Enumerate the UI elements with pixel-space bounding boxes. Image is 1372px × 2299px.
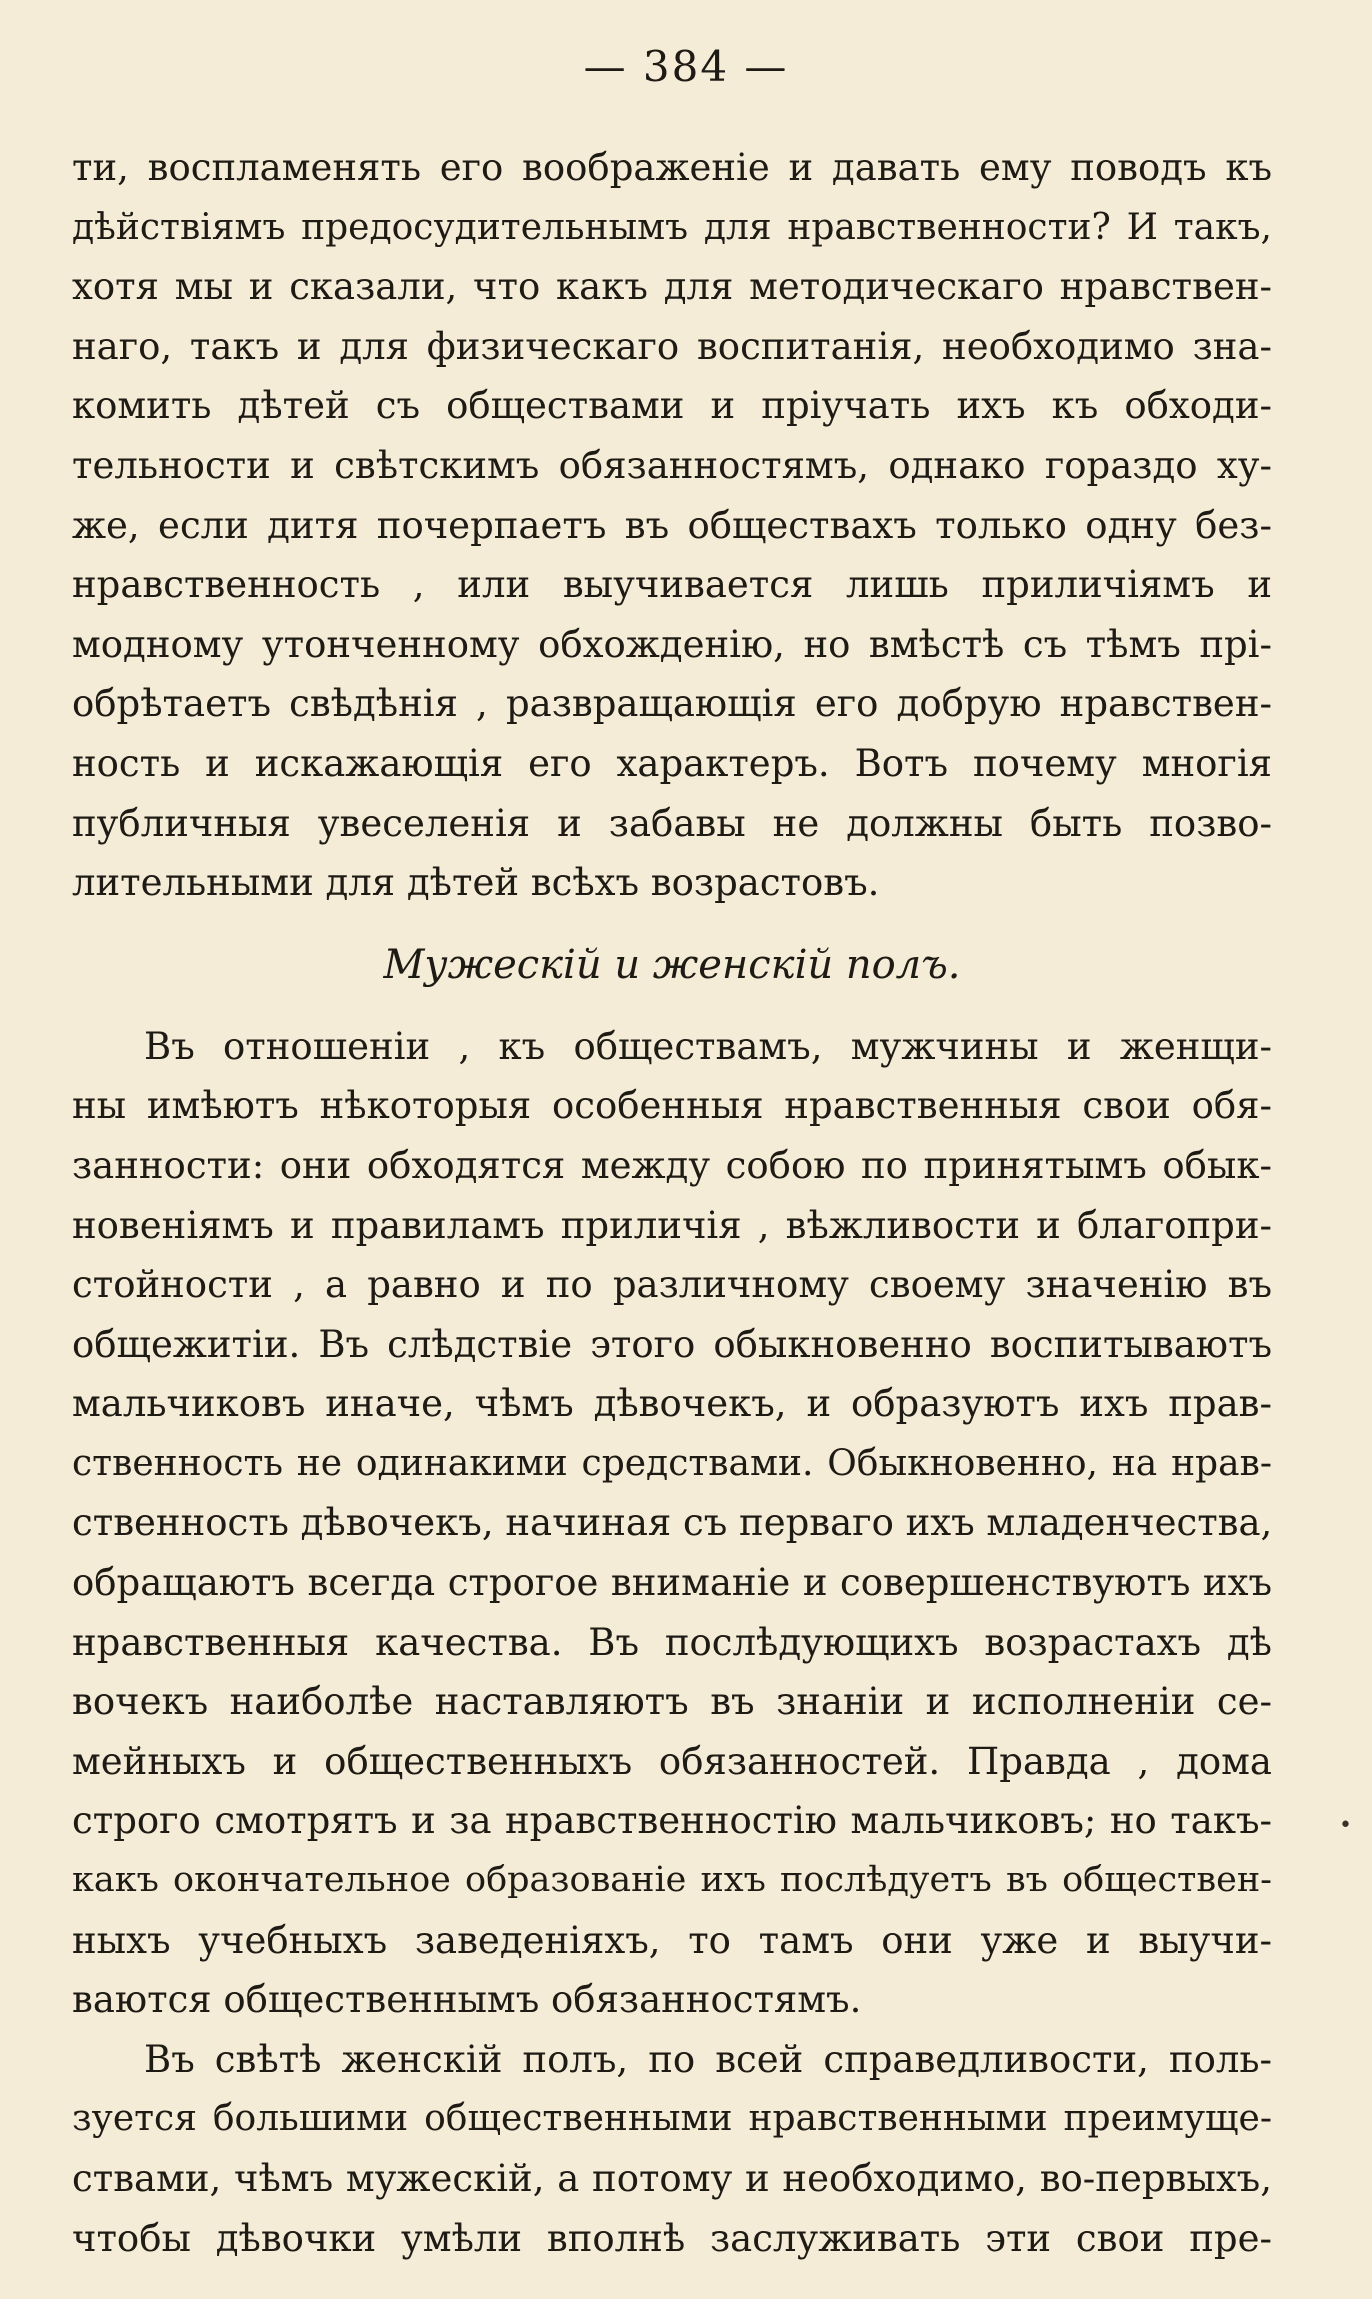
margin-dot: • (1339, 1813, 1352, 1838)
section-heading: Мужескій и женскій полъ. (383, 941, 961, 988)
text-line: ность и искажающія его характеръ. Вотъ почему многія (72, 741, 1272, 785)
text-line: Въ отношеніи , къ обществамъ, мужчины и женщи- (144, 1024, 1272, 1068)
text-line: ваются общественнымъ обязанностямъ. (72, 1978, 862, 2022)
text-line: обрѣтаетъ свѣдѣнія , развращающія его добрую нравствен- (72, 682, 1272, 726)
text-line: новеніямъ и правиламъ приличія , вѣжливости и благопри- (72, 1203, 1272, 1247)
paragraph-2 (72, 1017, 1272, 2030)
text-line: ственность дѣвочекъ, начиная съ перваго ихъ младенчества, (72, 1501, 1273, 1545)
page-number: — 384 — (583, 42, 789, 91)
text-line: чтобы дѣвочки умѣли вполнѣ заслуживать эти свои пре- (72, 2216, 1272, 2260)
text-line: вочекъ наиболѣе наставляютъ въ знаніи и исполненіи се- (72, 1680, 1272, 1724)
text-line: ныхъ учебныхъ заведеніяхъ, то тамъ они уже и выучи- (72, 1918, 1272, 1962)
page-body (72, 138, 1272, 2268)
text-line: нравственность , или выучивается лишь приличіямъ и (72, 563, 1272, 607)
text-line: дѣйствіямъ предосудительнымъ для нравственности? И такъ, (72, 206, 1272, 248)
text-line: какъ окончательное образованіе ихъ послѣдуетъ въ обществен- (72, 1860, 1272, 1901)
paragraph-1 (72, 138, 1272, 913)
text-line: тельности и свѣтскимъ обязанностямъ, однако гораздо ху- (72, 443, 1272, 487)
text-line: ны имѣютъ нѣкоторыя особенныя нравственныя свои обя- (72, 1084, 1272, 1128)
text-line: лительными для дѣтей всѣхъ возрастовъ. (72, 861, 880, 905)
text-line: ственность не одинакими средствами. Обыкновенно, на нрав- (72, 1442, 1272, 1484)
text-line: Въ свѣтѣ женскій полъ, по всей справедливости, поль- (144, 2037, 1272, 2081)
text-line: обращаютъ всегда строгое вниманіе и совершенствуютъ ихъ (72, 1561, 1272, 1605)
text-line: строго смотрятъ и за нравственностію мальчиковъ; но такъ- (72, 1799, 1272, 1843)
text-line: нравственныя качества. Въ послѣдующихъ возрастахъ дѣ (72, 1620, 1272, 1664)
text-line: зуется большими общественными нравственными преимуще- (72, 2098, 1272, 2140)
text-line: модному утонченному обхожденію, но вмѣстѣ съ тѣмъ прі- (72, 622, 1272, 666)
text-line: наго, такъ и для физическаго воспитанія, необходимо зна- (72, 324, 1272, 368)
paragraph-3 (72, 2030, 1272, 2268)
text-line: стойности , а равно и по различному своему значенію въ (72, 1263, 1272, 1307)
text-line: же, если дитя почерпаетъ въ обществахъ только одну без- (72, 503, 1272, 547)
text-line: мальчиковъ иначе, чѣмъ дѣвочекъ, и образуютъ ихъ прав- (72, 1382, 1272, 1426)
text-line: занности: они обходятся между собою по принятымъ обык- (72, 1143, 1272, 1187)
text-line: комить дѣтей съ обществами и пріучать ихъ къ обходи- (72, 384, 1272, 428)
text-line: мейныхъ и общественныхъ обязанностей. Правда , дома (72, 1739, 1272, 1783)
text-line: хотя мы и сказали, что какъ для методическаго нравствен- (72, 265, 1272, 309)
text-line: общежитіи. Въ слѣдствіе этого обыкновенно воспитываютъ (72, 1322, 1272, 1366)
text-line: публичныя увеселенія и забавы не должны быть позво- (72, 801, 1272, 845)
text-line: ствами, чѣмъ мужескій, а потому и необходимо, во-первыхъ, (72, 2157, 1272, 2200)
text-line: ти, воспламенять его воображеніе и давать ему поводъ къ (72, 146, 1272, 189)
